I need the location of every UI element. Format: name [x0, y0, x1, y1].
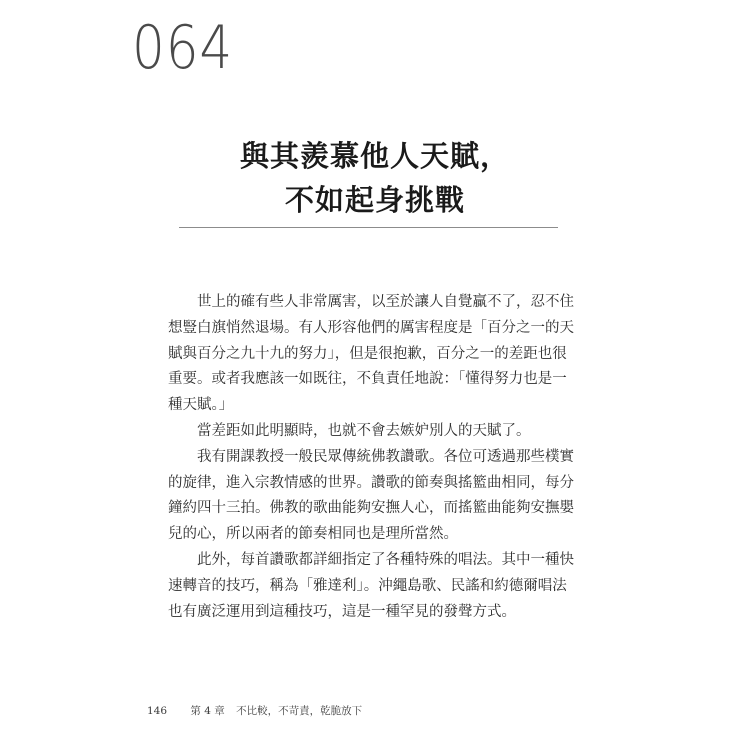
text-line: 鐘約四十三拍。佛教的歌曲能夠安撫人心，而搖籃曲能夠安撫嬰: [168, 500, 574, 517]
footer-chapter-label: 第 4 章: [190, 705, 225, 717]
text-line: 種天賦。」: [168, 397, 234, 414]
body-text: [168, 290, 572, 625]
text-line: 的旋律，進入宗教情感的世界。讚歌的節奏與搖籃曲相同，每分: [168, 474, 574, 491]
chapter-number: 064: [132, 13, 234, 83]
paragraph-2: [168, 419, 572, 445]
page-title: [0, 134, 750, 222]
text-line: 重要。或者我應該一如既往，不負責任地說：「懂得努力也是一: [168, 371, 567, 388]
text-line: 我有開課教授一般民眾傳統佛教讚歌。各位可透過那些樸實: [197, 448, 574, 465]
paragraph-1: [168, 290, 572, 419]
text-line: 兒的心，所以兩者的節奏相同也是理所當然。: [168, 526, 458, 543]
footer-chapter-title: 不比較，不苛責，乾脆放下: [236, 705, 363, 717]
text-line: 想豎白旗悄然退場。有人形容他們的厲害程度是「百分之一的天: [168, 319, 574, 336]
text-line: 賦與百分之九十九的努力」，但是很抱歉，百分之一的差距也很: [168, 345, 567, 362]
title-line-1: 與其羨慕他人天賦，: [239, 139, 510, 173]
paragraph-3: [168, 445, 572, 548]
text-line: 當差距如此明顯時，也就不會去嫉妒別人的天賦了。: [197, 422, 531, 439]
text-line: 也有廣泛運用到這種技巧，這是一種罕見的發聲方式。: [168, 603, 516, 620]
title-divider: [179, 227, 558, 228]
page-number: 146: [147, 705, 168, 717]
title-line-2: 不如起身挑戰: [284, 183, 465, 217]
paragraph-4: [168, 548, 572, 625]
text-line: 此外，每首讚歌都詳細指定了各種特殊的唱法。其中一種快: [197, 551, 574, 568]
text-line: 世上的確有些人非常厲害，以至於讓人自覺贏不了，忍不住: [197, 294, 574, 310]
text-line: 速轉音的技巧，稱為「雅達利」。沖繩島歌、民謠和約德爾唱法: [168, 577, 567, 594]
page-footer: [147, 703, 362, 718]
